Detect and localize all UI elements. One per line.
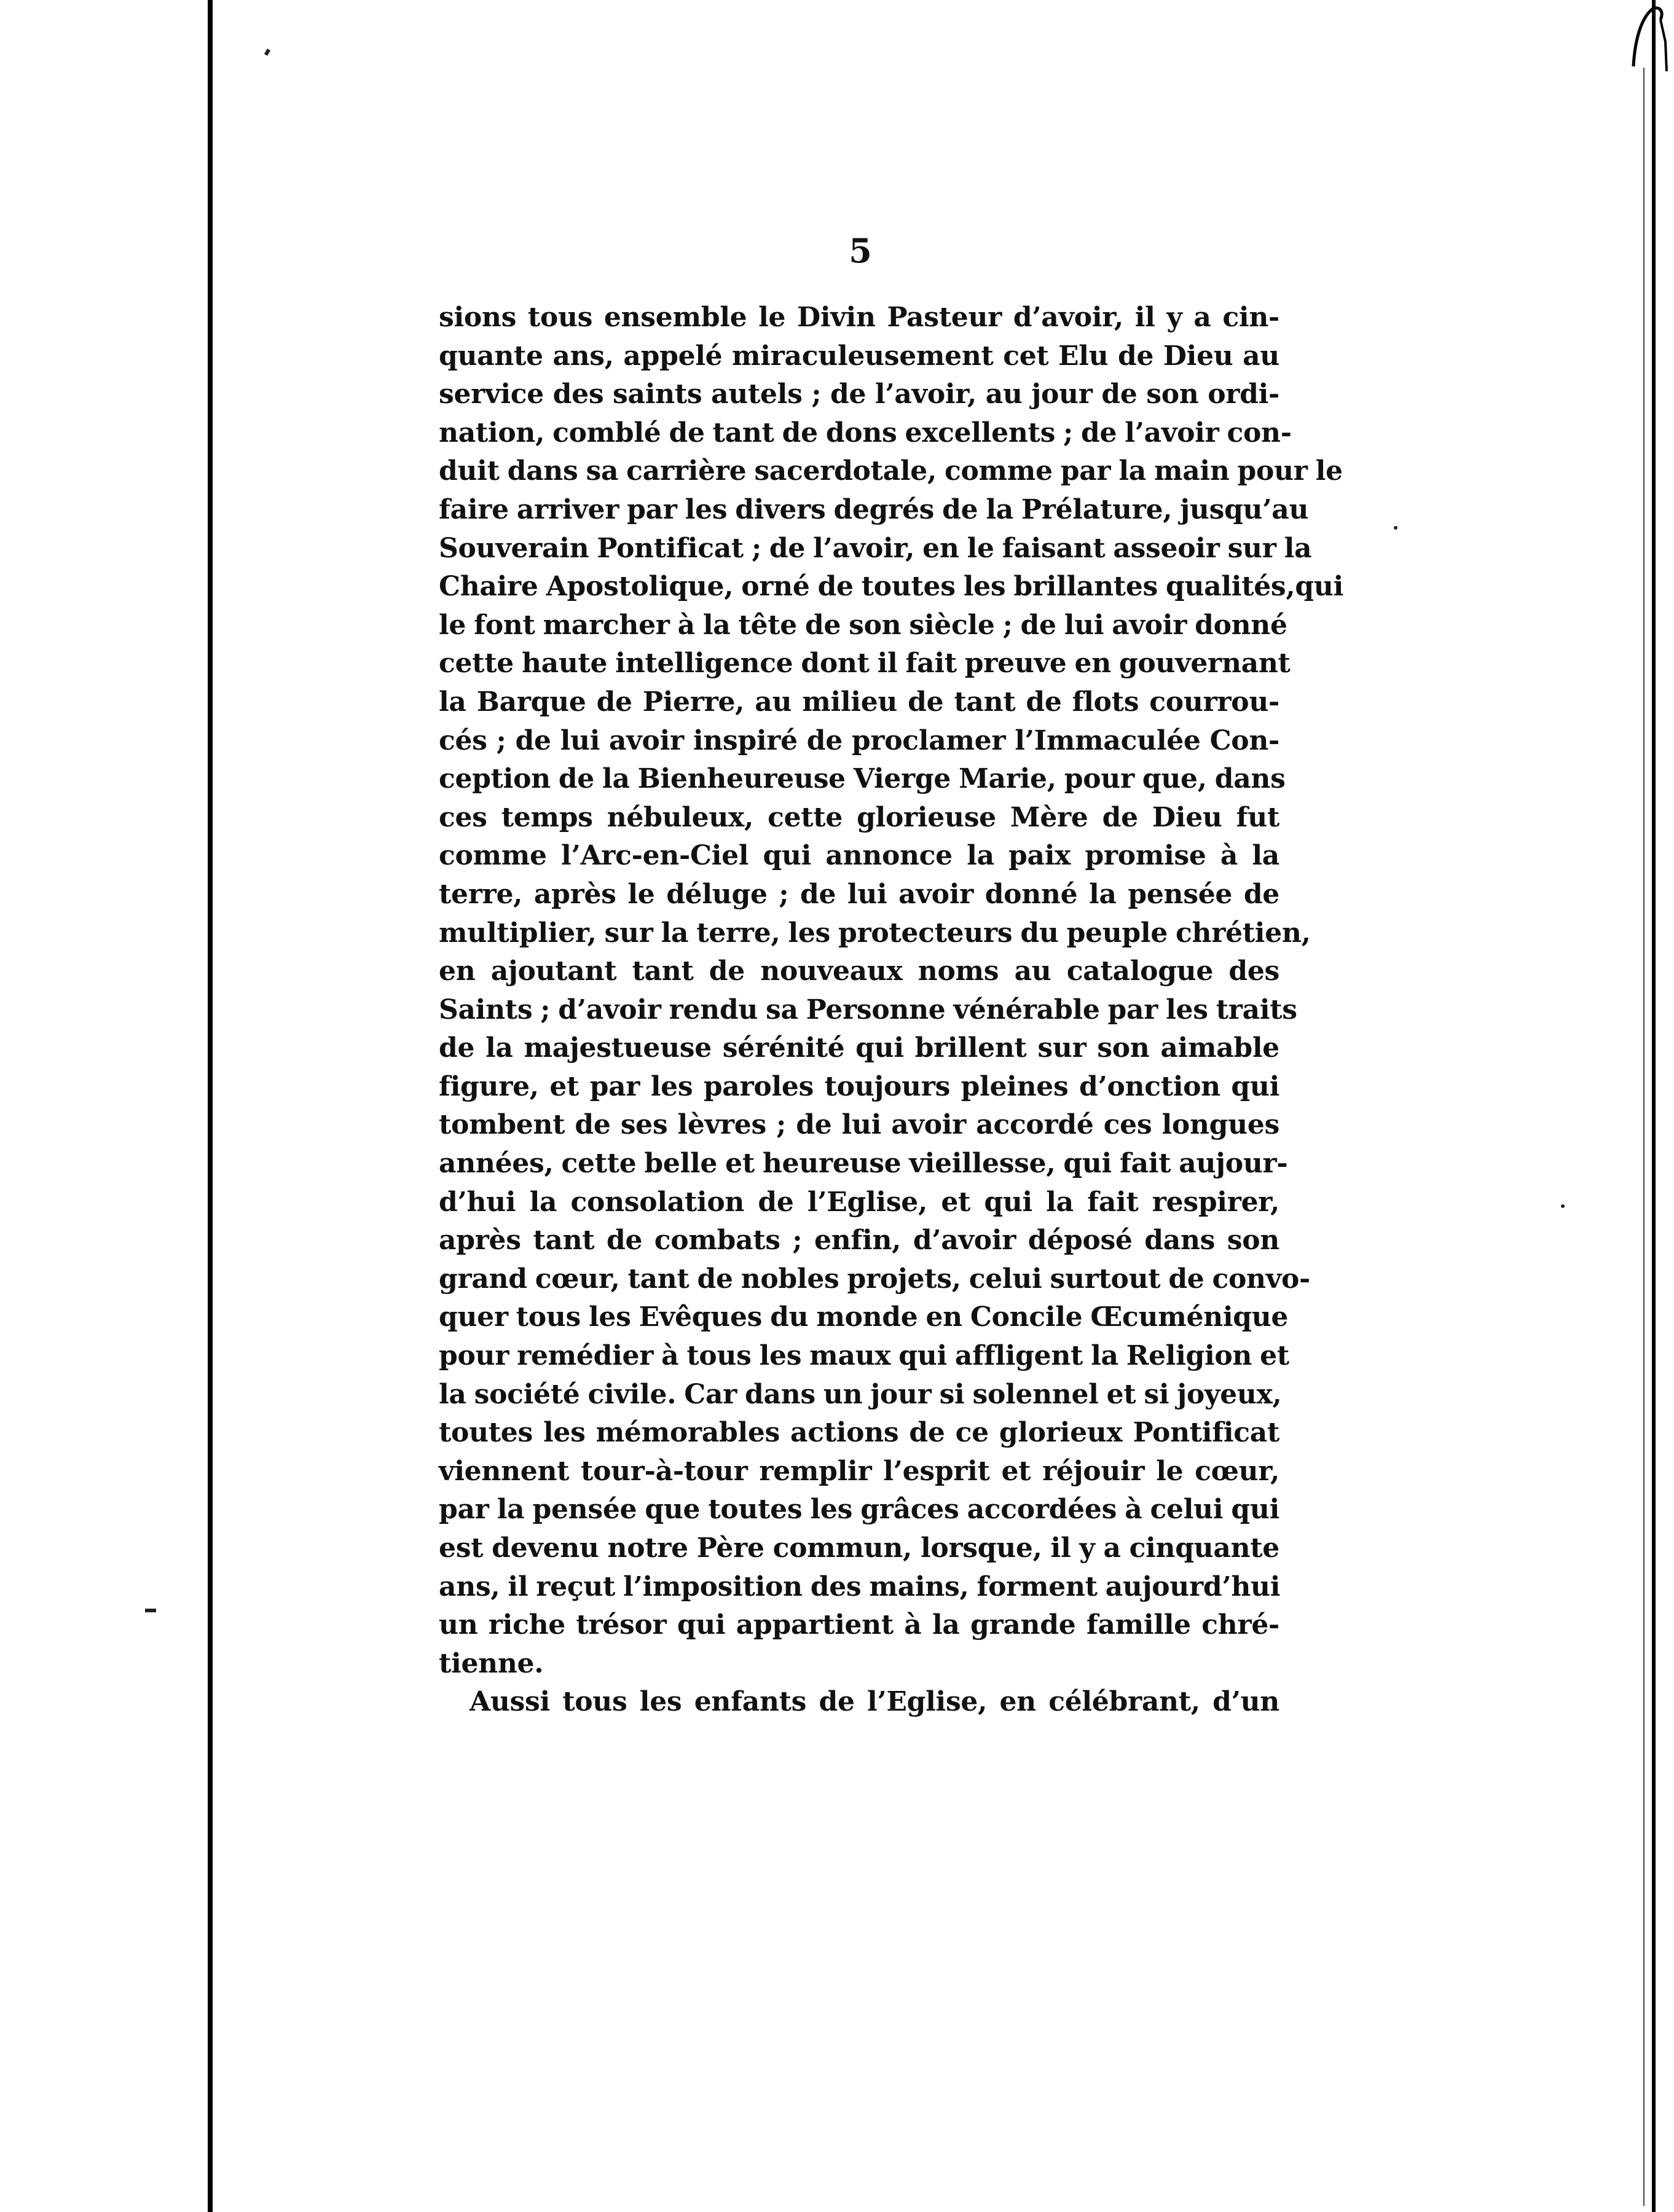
text-line: Aussi tous les enfants de l’Eglise, en célébrant, d’un xyxy=(470,1686,1279,1718)
text-line: est devenu notre Père commun, lorsque, il y a cinquante xyxy=(439,1532,1279,1564)
text-line: de la majestueuse sérénité qui brillent sur son aimable xyxy=(439,1032,1279,1064)
text-line: par la pensée que toutes les grâces accordées à celui qui xyxy=(439,1494,1279,1526)
text-line: duit dans sa carrière sacerdotale, comme par la main pour le xyxy=(439,455,1343,487)
text-line: Souverain Pontificat ; de l’avoir, en le faisant asseoir sur la xyxy=(439,532,1312,564)
text-line: faire arriver par les divers degrés de la Prélature, jusqu’au xyxy=(439,493,1309,525)
text-line: tienne. xyxy=(439,1647,544,1679)
text-line: années, cette belle et heureuse vieillesse, qui fait aujour- xyxy=(439,1148,1288,1180)
text-line: viennent tour-à-tour remplir l’esprit et réjouir le cœur, xyxy=(439,1455,1279,1487)
paragraph xyxy=(439,1683,1279,1722)
paragraph xyxy=(439,299,1343,1683)
page-corner-curl-mark xyxy=(1629,5,1672,73)
text-line: pour remédier à tous les maux qui affligent la Religion et xyxy=(439,1340,1289,1372)
text-line: ans, il reçut l’imposition des mains, forment aujourd’hui xyxy=(439,1571,1281,1602)
margin-speck xyxy=(1394,526,1397,530)
text-line: la Barque de Pierre, au milieu de tant de flots courrou- xyxy=(439,686,1279,718)
text-line: en ajoutant tant de nouveaux noms au catalogue des xyxy=(439,955,1279,987)
page-number: 5 xyxy=(849,231,872,270)
text-line: figure, et par les paroles toujours pleines d’onction qui xyxy=(439,1070,1279,1102)
text-line: ception de la Bienheureuse Vierge Marie, pour que, dans xyxy=(439,763,1286,795)
text-line: après tant de combats ; enfin, d’avoir déposé dans son xyxy=(439,1225,1279,1257)
text-line: terre, après le déluge ; de lui avoir donné la pensée de xyxy=(439,878,1279,910)
text-line: comme l’Arc-en-Ciel qui annonce la paix promise à la xyxy=(439,840,1279,872)
text-line: quer tous les Evêques du monde en Concile Œcuménique xyxy=(439,1301,1289,1333)
text-line: la société civile. Car dans un jour si solennel et si joyeux, xyxy=(439,1378,1282,1410)
text-line: d’hui la consolation de l’Eglise, et qui la fait respirer, xyxy=(439,1186,1279,1218)
margin-dash-mark xyxy=(145,1609,156,1612)
text-line: toutes les mémorables actions de ce glorieux Pontificat xyxy=(439,1417,1279,1449)
text-line: grand cœur, tant de nobles projets, celui surtout de convo- xyxy=(439,1263,1310,1295)
right-edge-shadow xyxy=(1643,68,1645,2206)
text-line: nation, comblé de tant de dons excellents ; de l’avoir con- xyxy=(439,417,1292,449)
margin-speck xyxy=(264,49,270,56)
text-line: sions tous ensemble le Divin Pasteur d’avoir, il y a cin- xyxy=(439,302,1279,333)
text-line: quante ans, appelé miraculeusement cet Elu de Dieu au xyxy=(439,340,1279,372)
body-text xyxy=(439,299,1343,1722)
text-line: multiplier, sur la terre, les protecteurs du peuple chrétien, xyxy=(439,917,1311,949)
right-edge-rule xyxy=(1652,0,1656,2212)
left-margin-rule xyxy=(208,0,213,2212)
text-line: le font marcher à la tête de son siècle ; de lui avoir donné xyxy=(439,609,1287,641)
text-line: Saints ; d’avoir rendu sa Personne vénérable par les traits xyxy=(439,994,1297,1026)
text-line: cés ; de lui avoir inspiré de proclamer l’Immaculée Con- xyxy=(439,724,1279,756)
text-line: un riche trésor qui appartient à la grande famille chré- xyxy=(439,1609,1279,1641)
text-line: cette haute intelligence dont il fait preuve en gouvernant xyxy=(439,648,1291,680)
text-line: tombent de ses lèvres ; de lui avoir accordé ces longues xyxy=(439,1109,1279,1141)
text-line: Chaire Apostolique, orné de toutes les brillantes qualités,qui xyxy=(439,571,1343,603)
text-line: service des saints autels ; de l’avoir, au jour de son ordi- xyxy=(439,378,1279,410)
text-line: ces temps nébuleux, cette glorieuse Mère de Dieu fut xyxy=(439,801,1279,833)
margin-speck xyxy=(1561,1204,1565,1208)
